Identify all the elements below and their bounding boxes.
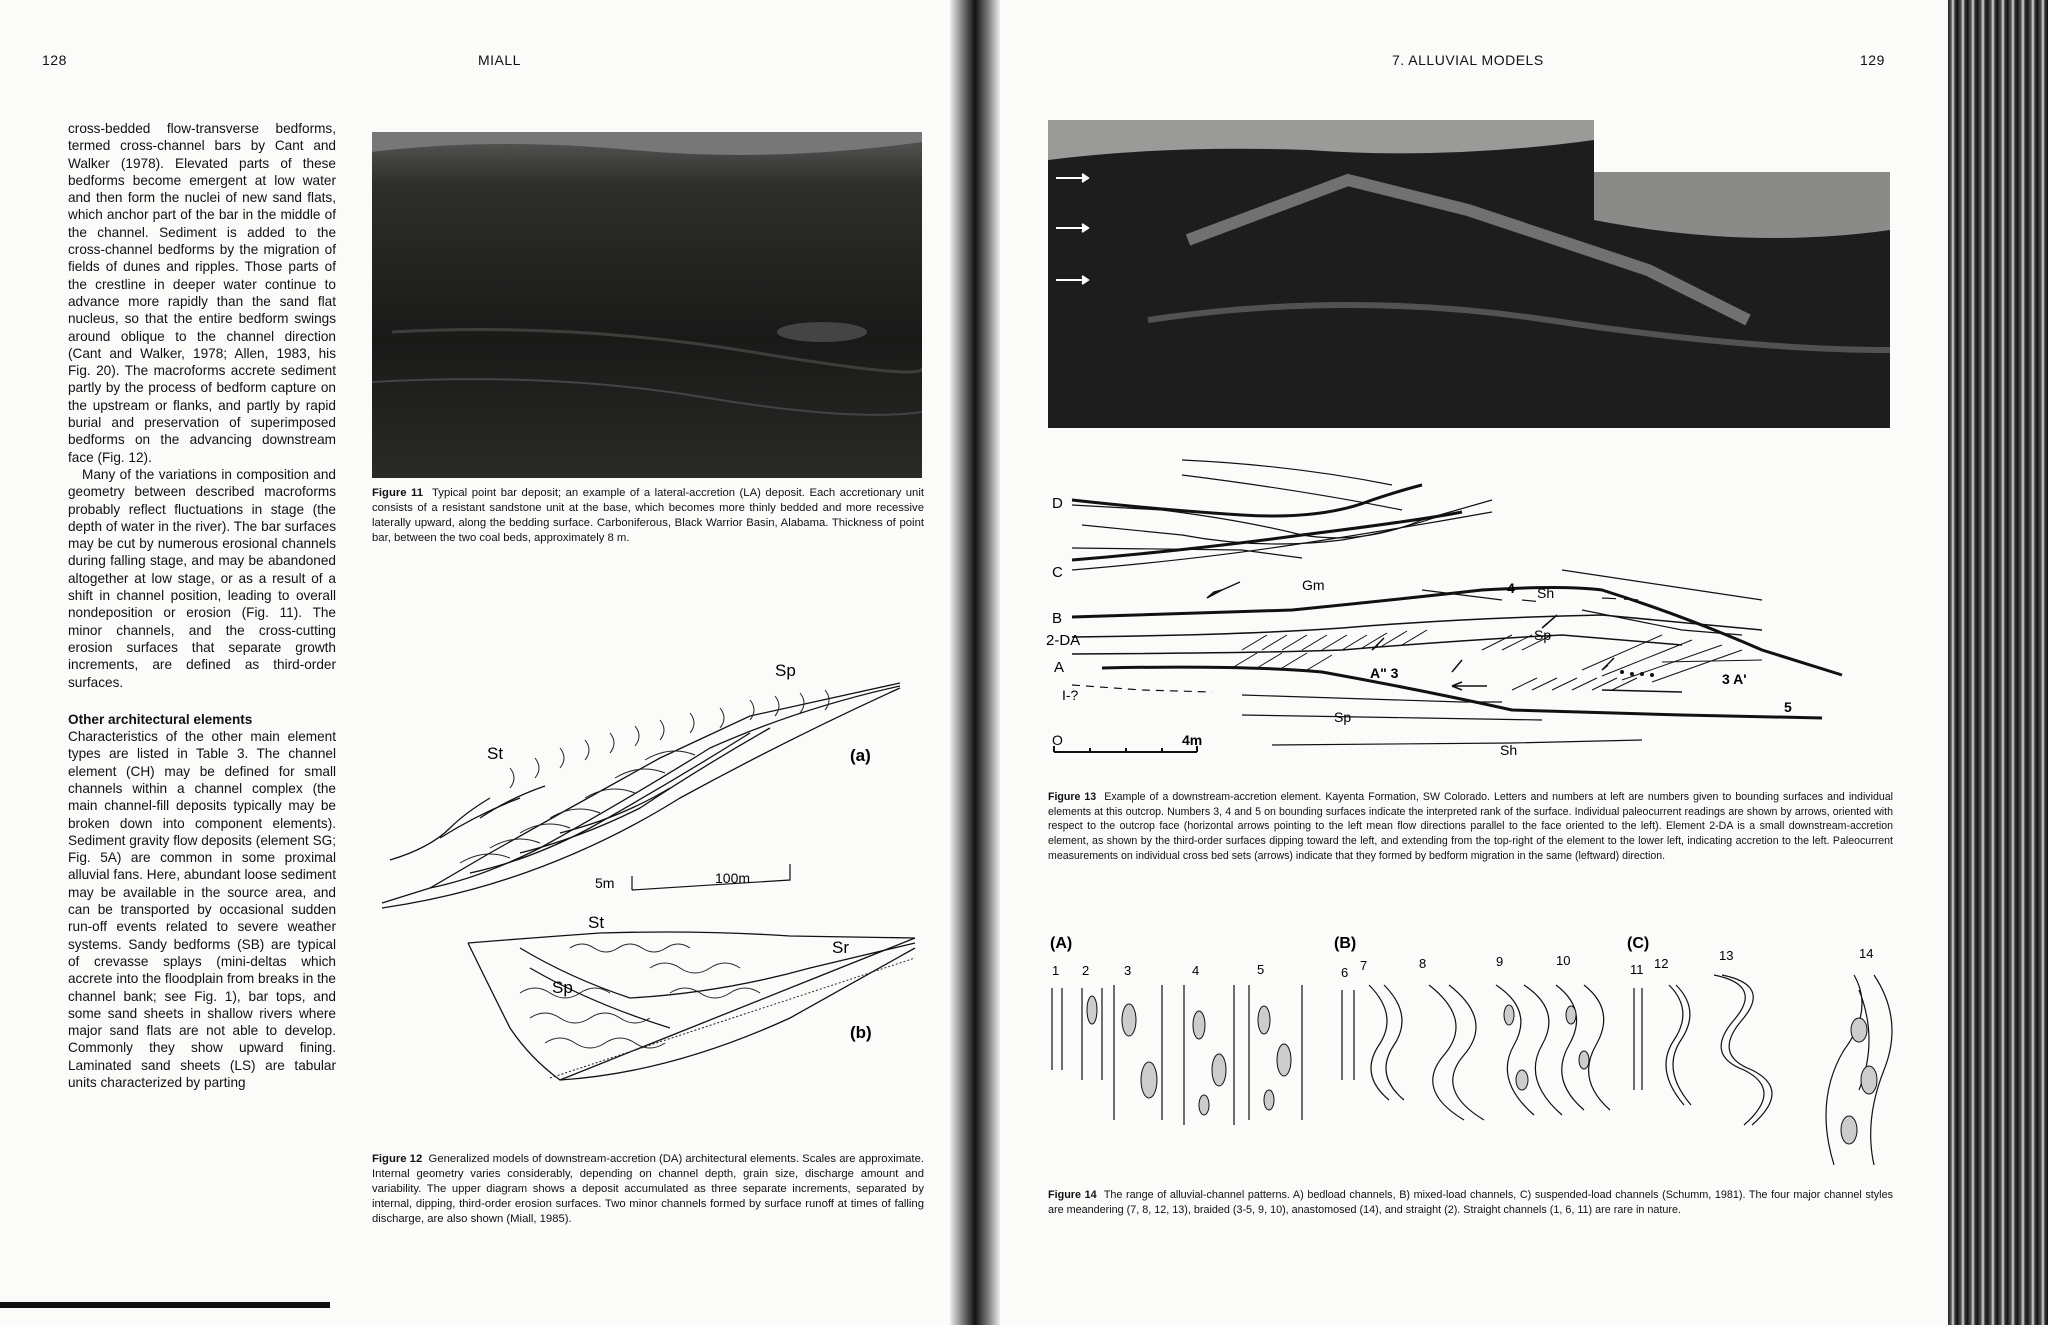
figure-13-label-sp-mid: Sp [1534,627,1552,643]
figure-13-label-a: A [1054,659,1065,676]
figure-12-caption [372,1152,924,1227]
figure-13-label-4: 4 [1507,580,1515,596]
figure-12-label-st-upper: St [487,744,504,763]
figure-14-number-4: 4 [1192,963,1200,978]
figure-13-diagram [1042,440,1942,770]
running-head-left: MIALL [478,52,521,68]
figure-14-group-a: (A) [1050,935,1073,952]
figure-14-number-14: 14 [1859,946,1874,961]
running-head-right: 7. ALLUVIAL MODELS [1392,52,1544,68]
body-paragraph-3: Characteristics of the other main element types are listed in Table 3. The channel element (CH) may be defined for small channels within a channel complex (the main channel-fill deposits typically may be broken down into component elements). Sediment gravity flow deposits (element SG; Fig. 5A) are common in some proximal alluvial fans. Here, abundant loose sediment may be available in the source area, and can be transported by occasional sudden run-off events related to severe weather systems. Sandy bedforms (SB) are typical of crevasse splays (mini-deltas which accrete into the floodplain from breaks in the channel bank; see Fig. 1), bar tops, and some sand sheets in shallow rivers where major sand flats are not able to develop. Commonly they show upward fining. Laminated sand sheets (LS) are tabular units characterized by parting [68,729,336,1091]
page-number-left: 128 [42,52,67,68]
figure-12-scale-horizontal: 100m [715,870,751,886]
figure-12-label-sr: Sr [832,938,849,957]
figure-14-number-7: 7 [1360,958,1368,973]
figure-11-caption-text: Typical point bar deposit; an example of a lateral-accretion (LA) deposit. Each accretionary unit consists of a resistant sandstone unit at the base, which becomes more thinly bedded and more recessive laterally upward, along the bedding surface. Carboniferous, Black Warrior Basin, Alabama. Thickness of point bar, between the two coal beds, approximately 8 m. [372,487,924,544]
figure-12-label-st-lower: St [588,913,605,932]
figure-13-scale-zero: O [1052,732,1063,748]
figure-12-label-b: (b) [850,1023,872,1042]
figure-13-label-a2-3: A" 3 [1370,665,1399,681]
page-number-right: 129 [1860,52,1885,68]
figure-11-caption [372,486,924,546]
figure-11-label: Figure 11 [372,487,423,499]
figure-14-number-6: 6 [1341,965,1349,980]
figure-14-number-8: 8 [1419,956,1427,971]
figure-14-number-11: 11 [1630,962,1644,977]
book-spine-edge [1948,0,2048,1325]
figure-14-label: Figure 14 [1048,1189,1097,1201]
figure-14-number-3: 3 [1124,963,1132,978]
section-heading: Other architectural elements [68,711,253,727]
right-page [1000,0,1948,1325]
figure-13-label: Figure 13 [1048,791,1097,803]
book-gutter [950,0,1000,1325]
figure-13-label-sh-top: Sh [1537,585,1555,601]
figure-14-number-1: 1 [1052,963,1060,978]
figure-13-label-3-a1: 3 A' [1722,671,1747,687]
figure-13-label-sh-low: Sh [1500,742,1518,758]
figure-12-label-a: (a) [850,746,871,765]
left-page [0,0,950,1325]
figure-14-caption-text: The range of alluvial-channel patterns. A) bedload channels, B) mixed-load channels, C) suspended-load channels (Schumm, 1981). The four major channel styles are meandering (7, 8, 12, 13), braided (3-5, 9, 10), anastomosed (14), and straight (2). Straight channels (1, 6, 11) are rare in nature. [1048,1189,1893,1216]
figure-13-scale-4m: 4m [1182,732,1203,748]
figure-14-number-2: 2 [1082,963,1090,978]
figure-14-number-9: 9 [1496,954,1504,969]
figure-14-number-10: 10 [1556,953,1571,968]
figure-14-number-5: 5 [1257,962,1265,977]
figure-13-label-sp-low: Sp [1334,709,1352,725]
figure-14-number-12: 12 [1654,956,1669,971]
figure-12-scale-vertical: 5m [595,875,615,891]
figure-12-label-sp-upper: Sp [775,661,796,680]
figure-11-photo [372,132,922,478]
figure-14-diagram [1044,930,1924,1180]
figure-13-photo [1048,120,1890,428]
left-body-text [68,120,336,1091]
page-edge-shadow [0,1302,330,1308]
figure-14-number-13: 13 [1719,948,1734,963]
figure-13-label-2da: 2-DA [1046,632,1081,649]
figure-13-caption-text: Example of a downstream-accretion element. Kayenta Formation, SW Colorado. Letters and numbers at left are numbers given to bounding surfaces and individual elements at this outcrop. Numbers 3, 4 and 5 on bounding surfaces indicate the interpreted rank of the surface. Individual paleocurrent readings are shown by arrows, oriented with respect to the outcrop face (horizontal arrows pointing to the left mean flow directions parallel to the face oriented to the left). Element 2-DA is a small downstream-accretion element, as shown by the third-order surfaces dipping toward the left, and extending from the top-right of the element to the lower left, indicating accretion to the left. Paleocurrent measurements on individual cross bed sets (arrows) indicate that they formed by bedform migration in the same (leftward) direction. [1048,791,1893,862]
figure-13-caption [1048,790,1893,864]
figure-13-label-c: C [1052,564,1063,581]
figure-13-label-1: I-? [1062,687,1079,703]
figure-13-label-d: D [1052,495,1063,512]
body-paragraph-2: Many of the variations in composition and geometry between described macroforms probably reflect fluctuations in stage (the depth of water in the river). The bar surfaces may be cut by numerous erosional channels during falling stage, and may be abandoned altogether at low stage, or as a result of a shift in channel position, leading to overall nondeposition or erosion (Fig. 11). The minor channels, and the cross-cutting erosion surfaces that separate growth increments, are defined as third-order surfaces. [68,466,336,690]
figure-12-label: Figure 12 [372,1153,423,1165]
figure-12-diagram [370,648,930,1103]
figure-14-group-b: (B) [1334,935,1357,952]
figure-14-caption [1048,1188,1893,1218]
figure-13-label-b: B [1052,610,1063,627]
figure-13-label-5: 5 [1784,699,1792,715]
figure-13-label-gm: Gm [1302,577,1325,593]
figure-14-group-c: (C) [1627,935,1650,952]
figure-12-caption-text: Generalized models of downstream-accretion (DA) architectural elements. Scales are approximate. Internal geometry varies considerably, depending on channel depth, grain size, discharge amount and variability. The upper diagram shows a deposit accumulated as three separate increments, separated by internal, dipping, third-order erosion surfaces. Two minor channels formed by surface runoff at times of falling discharge, are also shown (Miall, 1985). [372,1153,924,1225]
body-paragraph-1: cross-bedded flow-transverse bedforms, termed cross-channel bars by Cant and Walker (1978). Elevated parts of these bedforms become emergent at low water and then form the nuclei of new sand flats, which anchor part of the bar in the middle of the channel. Sediment is added to the cross-channel bedforms by the migration of fields of dunes and ripples. Those parts of the crestline in deeper water continue to advance more rapidly than the sand flat nucleus, so that the entire bedform swings around oblique to the channel direction (Cant and Walker, 1978; Allen, 1983, his Fig. 20). The macroforms accrete sediment partly by the process of bedform capture on the upstream or flanks, and partly by rapid burial and preservation of superimposed bedforms on the advancing downstream face (Fig. 12). [68,121,336,465]
figure-12-label-sp-lower: Sp [552,978,573,997]
